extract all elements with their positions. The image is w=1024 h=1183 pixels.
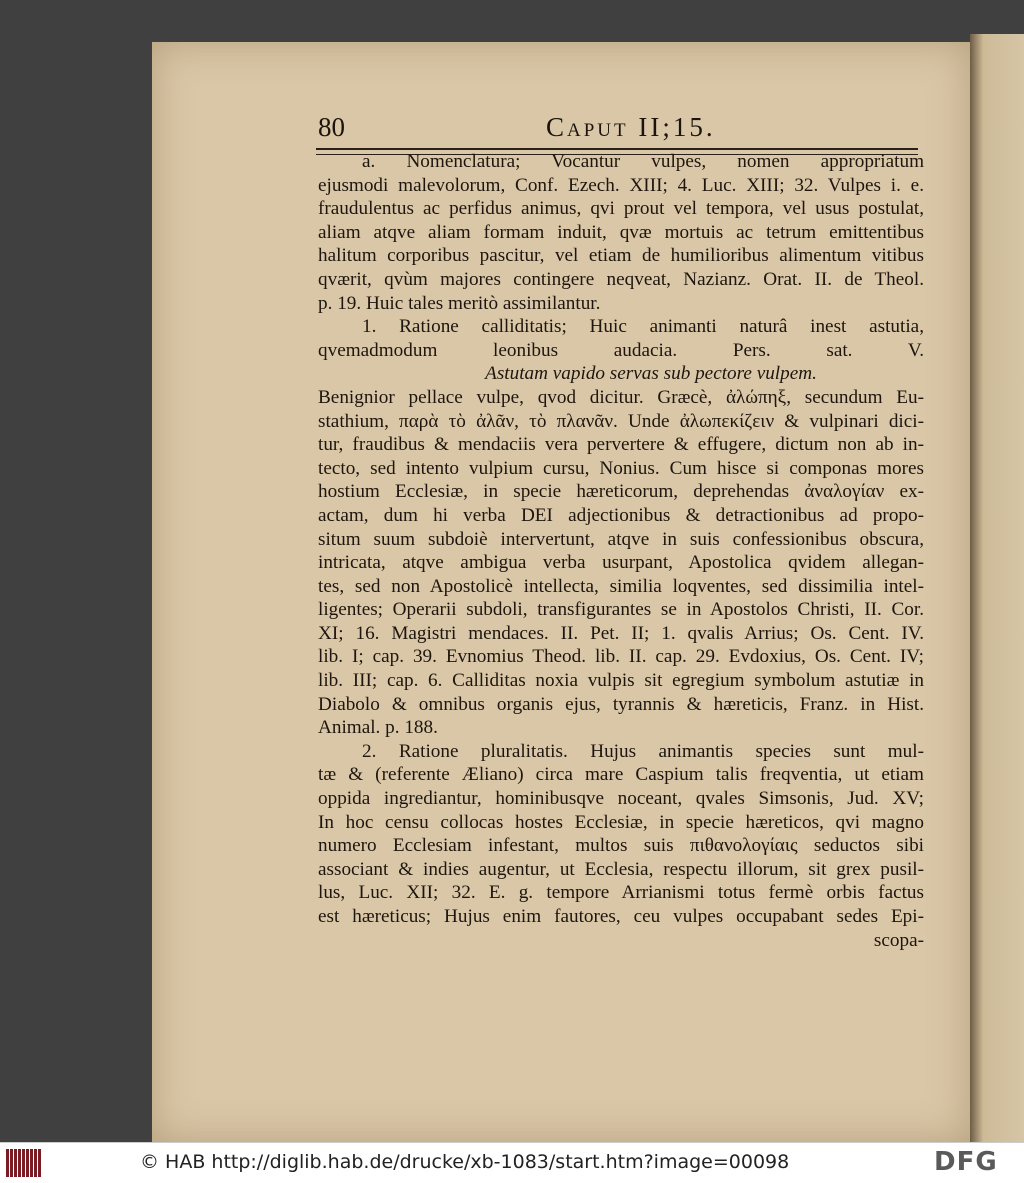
dfg-logo: DFG — [934, 1147, 998, 1177]
text-line: qværit, qvùm majores contingere neqveat, Nazianz. Orat. II. de Theol. — [318, 268, 924, 290]
text-line: tæ & (referente Æliano) circa mare Caspium talis freqventia, ut etiam — [318, 764, 924, 786]
text-line: Diabolo & omnibus organis ejus, tyrannis & hæreticis, Franz. in Hist. — [318, 693, 924, 715]
page-number: 80 — [318, 112, 345, 142]
text-line: ejusmodi malevolorum, Conf. Ezech. XIII; 4. Luc. XIII; 32. Vulpes i. e. — [318, 174, 924, 196]
page-header — [318, 112, 728, 148]
page-body-text — [318, 150, 924, 952]
text-line: intricata, atqve ambigua verba usurpant, Apostolica qvidem allegan- — [318, 552, 924, 574]
text-line: XI; 16. Magistri mendaces. II. Pet. II; 1. qvalis Arrius; Os. Cent. IV. — [318, 622, 924, 644]
text-line: scopa- — [873, 929, 924, 951]
text-line: lus, Luc. XII; 32. E. g. tempore Arrianismi totus fermè orbis factus — [318, 882, 924, 904]
text-line: hostium Ecclesiæ, in specie hæreticorum, deprehendas ἀναλογίαν ex- — [318, 481, 924, 503]
text-line: est hæreticus; Hujus enim fautores, ceu vulpes occupabant sedes Epi- — [318, 906, 924, 927]
text-line: Benignior pellace vulpe, qvod dicitur. Græcè, ἀλώπηξ, secundum Eu- — [318, 386, 924, 408]
text-line: Animal. p. 188. — [318, 717, 438, 739]
text-line: numero Ecclesiam infestant, multos suis πιθανολογίαις seductos sibi — [318, 835, 924, 857]
text-line: lib. I; cap. 39. Evnomius Theod. lib. II. cap. 29. Evdoxius, Os. Cent. IV; — [318, 646, 924, 668]
text-line: Astutam vapido servas sub pectore vulpem. — [485, 363, 817, 385]
text-line: p. 19. Huic tales meritò assimilantur. — [318, 292, 601, 314]
text-line: a. Nomenclatura; Vocantur vulpes, nomen appropriatum — [362, 151, 924, 172]
text-line: situm suum subdoiè intervertunt, atqve in suis confessionibus obscura, — [318, 528, 924, 550]
text-line: In hoc censu collocas hostes Ecclesiæ, in specie hæreticos, qvi magno — [318, 811, 924, 833]
text-line: fraudulentus ac perfidus animus, qvi prout vel tempora, vel usus postulat, — [318, 198, 924, 220]
text-line: tecto, sed intento vulpium cursu, Nonius. Cum hisce si componas mores — [318, 457, 924, 479]
text-line: tur, fraudibus & mendaciis vera pervertere & effugere, dictum non ab in- — [318, 434, 924, 456]
hab-logo-icon — [6, 1149, 46, 1177]
text-line: ligentes; Operarii subdoli, transfigurantes se in Apostolos Christi, II. Cor. — [318, 599, 924, 621]
text-line: aliam atqve aliam formam induit, qvæ mortuis ac tetrum emittentibus — [318, 221, 924, 243]
text-line: stathium, παρὰ τὸ ἀλᾶν, τὸ πλανᾶν. Unde ἀλωπεκίζειν & vulpinari dici- — [318, 410, 924, 432]
text-line: associant & indies augentur, ut Ecclesia, respectu illorum, sit grex pusil- — [318, 858, 924, 880]
credit-link[interactable]: © HAB http://diglib.hab.de/drucke/xb-1083/start.htm?image=00098 — [140, 1151, 790, 1173]
text-line: actam, dum hi verba DEI adjectionibus & detractionibus ad propo- — [318, 504, 924, 526]
text-line: oppida ingrediantur, hominibusqve noceant, qvales Simsonis, Jud. XV; — [318, 788, 924, 810]
facing-page-edge — [970, 34, 1024, 1142]
footer-bar — [0, 1142, 1024, 1183]
text-line: lib. III; cap. 6. Calliditas noxia vulpis sit egregium symbolum astutiæ in — [318, 670, 924, 692]
text-line: halitum corporibus pascitur, vel etiam de humilioribus alimentum vitibus — [318, 245, 924, 267]
text-line: 1. Ratione calliditatis; Huic animanti naturâ inest astutia, — [362, 316, 924, 338]
running-title: Caput II;15. — [546, 112, 716, 142]
text-line: tes, sed non Apostolicè intellecta, similia loqventes, sed dissimilia intel- — [318, 575, 924, 597]
text-line: 2. Ratione pluralitatis. Hujus animantis species sunt mul- — [362, 740, 924, 762]
text-line: qvemadmodum leonibus audacia. Pers. sat. V. — [318, 339, 924, 361]
